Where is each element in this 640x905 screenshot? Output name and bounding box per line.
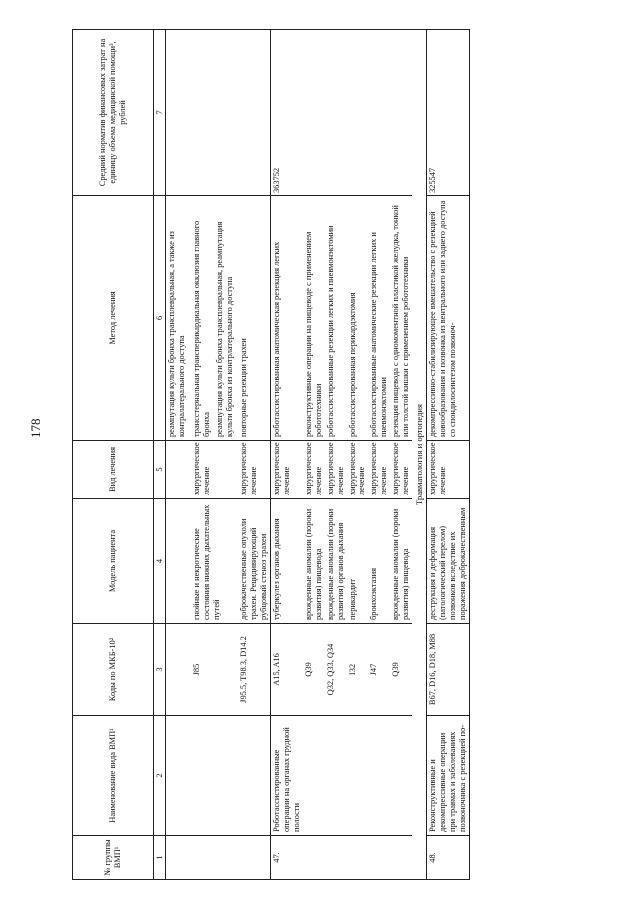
treatment-type: хирургическое лечение <box>390 441 412 499</box>
method-text: роботассистированная анатомическая резекция легких <box>271 196 303 441</box>
mkb-code: B67, D16, D18, M88 <box>427 624 470 716</box>
table-row <box>191 30 239 880</box>
header-patient-model: Модель пациента <box>73 499 154 624</box>
header-group-num: № группы ВМП¹ <box>73 836 154 880</box>
section-row <box>412 30 427 880</box>
col-number: 7 <box>154 30 166 196</box>
patient-model: гнойные и некротические состояния нижних дыхательных путей <box>191 499 239 624</box>
method-text: роботассистированные резекции легких и пневмонэктомии <box>325 196 347 441</box>
mkb-code: Q39 <box>390 624 412 716</box>
mkb-code: J85 <box>191 624 239 716</box>
mkb-code: A15, A16 <box>271 624 303 716</box>
method-text: декомпрессивно-стабилизирующее вмешательство с резекцией новообразования и позвонка из вентрального или заднего доступа со спондилосинтезом позвоноч- <box>427 196 470 441</box>
treatment-type: хирургическое лечение <box>271 441 303 499</box>
header-mkb-codes: Коды по МКБ-10² <box>73 624 154 716</box>
col-number: 6 <box>154 196 166 441</box>
table-row <box>166 30 191 880</box>
col-number: 2 <box>154 716 166 836</box>
patient-model: врожденные аномалии (пороки развития) органов дыхания <box>325 499 347 624</box>
header-treatment-type: Вид лечения <box>73 441 154 499</box>
treatment-type: хирургическое лечение <box>368 441 390 499</box>
mkb-code: Q32, Q33, Q34 <box>325 624 347 716</box>
patient-model: доброкачественные опухоли трахеи. Рецидивирующий рубцовый стеноз трахеи <box>238 499 270 624</box>
method-text: реампутация культи бронха трансплевральная, реампутация культи бронха из контрлатерального доступа <box>214 221 234 437</box>
mkb-code: Q39 <box>303 624 325 716</box>
col-number: 3 <box>154 624 166 716</box>
vmp-name: Роботассистированные операции на органах грудной полости <box>271 716 303 836</box>
mkb-code: I32 <box>347 624 369 716</box>
patient-model: врожденные аномалии (пороки развития) пищевода <box>390 499 412 624</box>
vmp-name: Реконструктивные и декомпрессивные операции при травмах и заболеваниях позвоночника с резекцией по- <box>427 716 470 836</box>
page-number: 178 <box>28 418 43 438</box>
col-number: 4 <box>154 499 166 624</box>
header-vmp-name: Наименование вида ВМП¹ <box>73 716 154 836</box>
header-treatment-method: Метод лечения <box>73 196 154 441</box>
table-row <box>271 30 303 880</box>
mkb-code: J95.5, T98.3, D14.2 <box>238 624 270 716</box>
section-title: Травматология и ортопедия <box>412 30 427 880</box>
table-row <box>390 30 412 880</box>
table-row <box>325 30 347 880</box>
patient-model: деструкция и деформация (патологический перелом) позвонков вследствие их поражения доброкачественным <box>427 499 470 624</box>
method-text: повторные резекции трахеи <box>238 196 270 441</box>
treatment-type: хирургическое лечение <box>427 441 470 499</box>
avg-cost: 325547 <box>427 30 470 196</box>
treatment-type: хирургическое лечение <box>347 441 369 499</box>
method-text: реампутация культи бронха трансплевральная, а также из контралатерального доступа <box>167 231 186 437</box>
patient-model: врожденные аномалии (пороки развития) пищевода <box>303 499 325 624</box>
treatment-type: хирургическое лечение <box>325 441 347 499</box>
table-row <box>427 30 470 880</box>
avg-cost: 363752 <box>271 30 303 196</box>
col-number: 5 <box>154 441 166 499</box>
treatment-type: хирургическое лечение <box>303 441 325 499</box>
table-row <box>303 30 325 880</box>
group-number: 47. <box>271 836 303 880</box>
patient-model: бронхоэктазия <box>368 499 390 624</box>
treatment-type: хирургическое лечение <box>191 441 239 499</box>
table-row <box>347 30 369 880</box>
method-text: роботассистированные анатомические резекции легких и пневмонэктомии <box>368 196 390 441</box>
vmp-table <box>72 29 470 880</box>
method-text: резекция пищевода с одномоментной пластикой желудка, тонкой или толстой кишки с применением робототехники <box>390 196 412 441</box>
method-text: трансстернальная трансперикардиальная окклюзия главного бронха <box>191 220 211 437</box>
mkb-code: J47 <box>368 624 390 716</box>
rotated-table-container <box>72 30 612 880</box>
patient-model: туберкулез органов дыхания <box>271 499 303 624</box>
patient-model: перикардит <box>347 499 369 624</box>
table-row <box>368 30 390 880</box>
header-avg-cost: Средний норматив финансовых затрат на единицу объема медицинской помощи³, рублей <box>73 30 154 196</box>
method-text: роботассистированная перикардэктомия <box>347 196 369 441</box>
treatment-type: хирургическое лечение <box>238 441 270 499</box>
col-number: 1 <box>154 836 166 880</box>
group-number: 48. <box>427 836 470 880</box>
table-row <box>238 30 270 880</box>
method-text: реконструктивные операции на пищеводе с применением робототехники <box>303 196 325 441</box>
